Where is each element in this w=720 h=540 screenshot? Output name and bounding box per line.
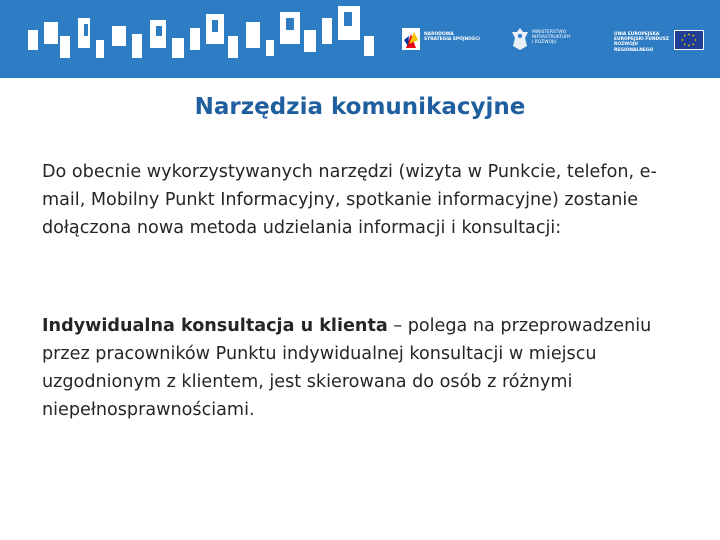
ministerstwo-label: MINISTERSTWO INFRASTRUKTURY I ROZWOJU xyxy=(532,30,571,46)
consultation-term: Indywidualna konsultacja u klienta xyxy=(42,316,388,336)
consultation-description: – polega na przeprowadzeniu przez pracowników Punktu indywidualnej konsultacji w miejscu uzgodnionym z klientem, jest skierowana do osób z różnymi niepełnosprawnościami. xyxy=(42,316,652,420)
unia-europejska-label: UNIA EUROPEJSKA EUROPEJSKI FUNDUSZ ROZWOJU REGIONALNEGO xyxy=(614,32,670,53)
header-banner xyxy=(0,0,720,78)
fundusze-europejskie-logo xyxy=(400,26,480,54)
eu-flag-icon xyxy=(674,30,704,50)
polish-eagle-emblem-icon xyxy=(510,26,530,52)
ministerstwo-logo xyxy=(510,26,595,54)
intro-paragraph: Do obecnie wykorzystywanych narzędzi (wizyta w Punkcie, telefon, e-mail, Mobilny Punkt Informacyjny, spotkanie informacyjne) zostanie dołączona nowa metoda udzielania informacji i konsultacji: xyxy=(42,162,657,238)
unia-europejska-logo xyxy=(612,26,704,54)
slide-title: Narzędzia komunikacyjne xyxy=(194,94,526,120)
consultation-paragraph xyxy=(42,312,690,424)
fundusze-europejskie-logo-icon xyxy=(400,26,422,54)
narodowa-strategia-label: NARODOWA STRATEGIA SPÓJNOŚCI xyxy=(424,32,480,43)
